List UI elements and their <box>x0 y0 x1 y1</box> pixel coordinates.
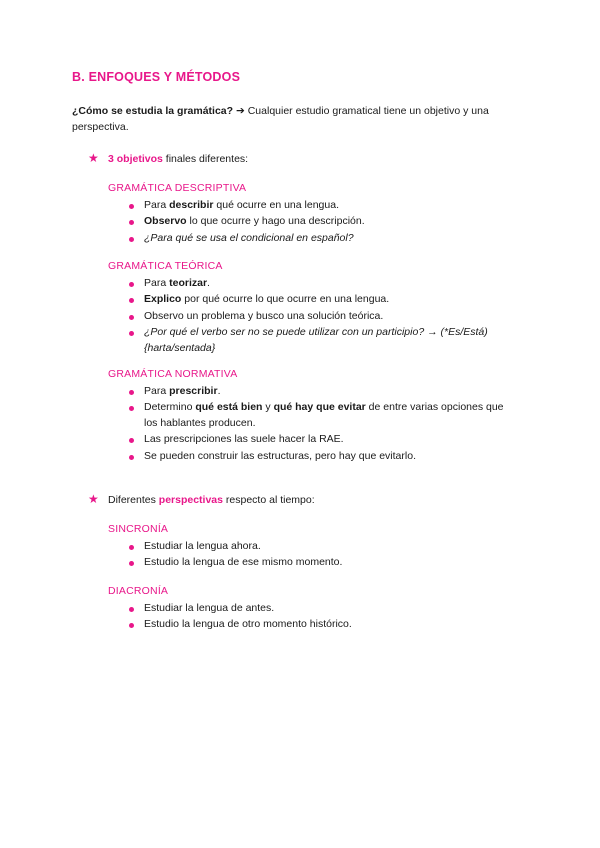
objectives-highlight: 3 objetivos <box>108 153 163 165</box>
list-item: Las prescripciones las suele hacer la RAE. <box>144 432 538 448</box>
teorica-section <box>108 259 538 357</box>
list-item: Estudiar la lengua ahora. <box>144 539 538 555</box>
descriptiva-list <box>108 198 538 247</box>
sincronia-list <box>108 539 538 571</box>
section-title: B. ENFOQUES Y MÉTODOS <box>72 70 241 84</box>
list-item: Estudio la lengua de otro momento histórico. <box>144 617 538 633</box>
list-item: Estudio la lengua de ese mismo momento. <box>144 555 538 571</box>
sincronia-title: SINCRONÍA <box>108 523 169 535</box>
list-item: Para teorizar. <box>144 276 538 292</box>
intro-text-2: perspectiva. <box>72 120 129 133</box>
normativa-list <box>108 384 538 465</box>
objectives-rest: finales diferentes: <box>162 153 249 165</box>
intro-question: ¿Cómo se estudia la gramática? <box>72 105 234 117</box>
list-item: Determino qué está bien y qué hay que evitar de entre varias opciones que los hablantes producen. <box>144 400 538 431</box>
list-item: Estudiar la lengua de antes. <box>144 601 538 617</box>
list-item: ¿Por qué el verbo ser no se puede utilizar con un participio? → (*Es/Está) {harta/sentada} <box>144 325 538 356</box>
list-item: Se pueden construir las estructuras, pero hay que evitarlo. <box>144 449 538 465</box>
diacronia-list <box>108 601 538 633</box>
list-item: ¿Para qué se usa el condicional en español? <box>144 231 538 247</box>
normativa-section <box>108 367 538 465</box>
sincronia-section <box>108 522 538 572</box>
list-item: Para describir qué ocurre en una lengua. <box>144 198 538 214</box>
intro-text-1: Cualquier estudio gramatical tiene un objetivo y una <box>247 105 489 117</box>
list-item: Observo lo que ocurre y hago una descripción. <box>144 214 538 230</box>
list-item: Explico por qué ocurre lo que ocurre en una lengua. <box>144 292 538 308</box>
diacronia-title: DIACRONÍA <box>108 585 169 597</box>
star-icon: ★ <box>88 151 99 165</box>
teorica-list <box>108 276 538 357</box>
star-icon: ★ <box>88 492 99 506</box>
list-item: Para prescribir. <box>144 384 538 400</box>
teorica-title: GRAMÁTICA TEÓRICA <box>108 260 223 272</box>
perspectives-heading: ★ Diferentes perspectivas respecto al tiempo: <box>88 492 315 506</box>
normativa-title: GRAMÁTICA NORMATIVA <box>108 368 238 380</box>
descriptiva-section <box>108 181 538 247</box>
descriptiva-title: GRAMÁTICA DESCRIPTIVA <box>108 182 247 194</box>
arrow-icon: ➔ <box>235 105 245 117</box>
diacronia-section <box>108 584 538 634</box>
list-item: Observo un problema y busco una solución teórica. <box>144 309 538 325</box>
perspectives-highlight: perspectivas <box>158 494 223 506</box>
intro-paragraph <box>72 104 532 135</box>
objectives-heading <box>88 152 538 168</box>
